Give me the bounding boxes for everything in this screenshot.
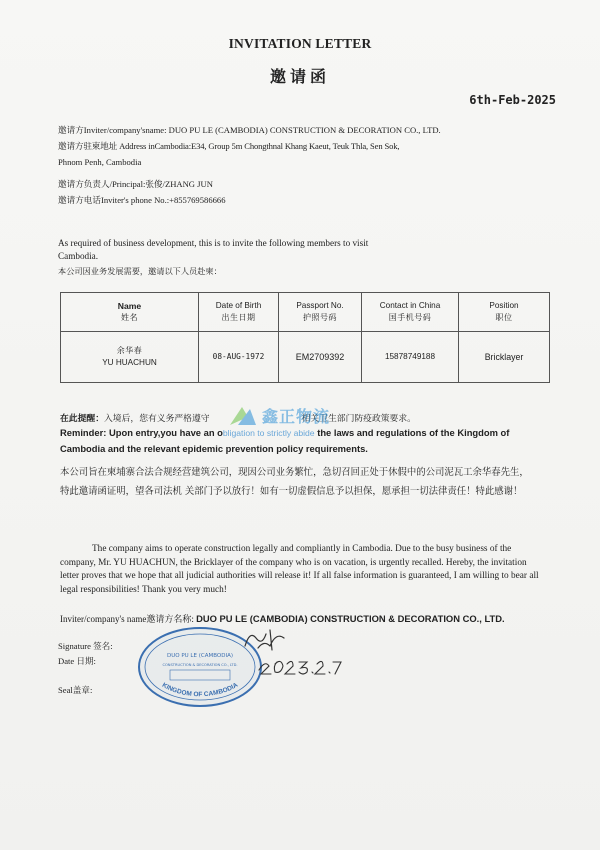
chinese-paragraph: 本公司旨在柬埔寨合法合规经营建筑公司，现因公司业务繁忙，急切召回正处于休假中的公司泥瓦工余华春先生，特此邀请函证明，望各司法机 关部门予以放行！如有一切虚假信息予以担保，愿承担一切法律责任！特此感谢！	[60, 467, 529, 497]
reminder-english-start: Reminder: Upon entry,you have an o	[60, 427, 223, 438]
header-name	[61, 293, 199, 332]
member-name-en: YU HUACHUN	[102, 358, 157, 367]
inviter-company-line	[60, 612, 505, 625]
document-title: INVITATION LETTER	[228, 36, 372, 51]
header-contact	[362, 293, 459, 332]
header-name-cn: 姓名	[121, 313, 138, 322]
watermark-text: 鑫正物流	[262, 407, 331, 426]
intro-english-line-2: Cambodia.	[58, 251, 99, 261]
inviter-address-line-1: 邀请方驻柬地址 Address inCambodia:E34, Group 5m Chongthnal Khang Kaeut, Teuk Thla, Sen Sok,	[58, 141, 400, 151]
header-dob	[199, 293, 279, 332]
header-passport-cn: 护照号码	[303, 313, 337, 322]
reminder-english-end: the laws and regulations of the Kingdom of Cambodia and the relevant epidemic prevention policy requirements.	[60, 427, 510, 454]
table-row	[61, 332, 550, 383]
reminder-english	[60, 425, 510, 456]
header-passport-en: Passport No.	[296, 301, 344, 310]
signature-label: Signature 签名:	[58, 641, 113, 651]
inviter-address-line-2: Phnom Penh, Cambodia	[58, 157, 142, 167]
document-title-chinese: 邀请函	[269, 67, 330, 86]
seal-label: Seal盖章:	[58, 685, 93, 695]
header-passport	[279, 293, 362, 332]
header-dob-en: Date of Birth	[215, 301, 262, 310]
inviter-name-line: 邀请方Inviter/company'sname: DUO PU LE (CAMBODIA) CONSTRUCTION & DECORATION CO., LTD.	[58, 125, 441, 135]
reminder-english-obscured: bligation to strictly abide	[222, 428, 315, 438]
header-dob-cn: 出生日期	[221, 313, 256, 322]
reminder-chinese-prefix: 在此提醒：	[60, 414, 104, 424]
intro-english-line-1: As required of business development, this is to invite the following members to visit	[58, 238, 369, 248]
reminder-chinese-start: 入境后，您有义务严格遵守	[104, 414, 210, 424]
seal-line-2: CONSTRUCTION & DECORATION CO., LTD.	[162, 663, 238, 667]
inviter-principal-line: 邀请方负责人/Principal:张俊/ZHANG JUN	[58, 179, 213, 189]
header-position-en: Position	[489, 301, 519, 310]
cell-name	[61, 332, 199, 383]
cell-passport: EM2709392	[279, 332, 362, 383]
header-contact-en: Contact in China	[379, 301, 441, 310]
cell-position: Bricklayer	[459, 332, 550, 383]
reminder-chinese-end: 相关卫生部门防疫政策要求。	[301, 414, 416, 424]
header-position-cn: 职位	[495, 313, 513, 322]
cell-dob: 08-AUG-1972	[199, 332, 279, 383]
intro-chinese-line: 本公司因业务发展需要，邀请以下人员赴柬：	[58, 266, 222, 276]
header-position	[459, 293, 550, 332]
company-name: DUO PU LE (CAMBODIA) CONSTRUCTION & DECORATION CO., LTD.	[196, 613, 505, 624]
letter-date: 6th-Feb-2025	[469, 93, 556, 107]
member-name-cn: 余华春	[116, 346, 143, 355]
english-paragraph: The company aims to operate construction legally and compliantly in Cambodia. Due to the busy business of the company, Mr. YU HUACHUN, the Bricklayer of the company who is on vacation, is urgently recalled. Hereby, the invitation letter proves that we hope that all judicial authorities will release it! If all false information is guaranteed, I am willing to bear all legal responsibilities! Thank you very much!	[60, 544, 539, 595]
members-table	[60, 292, 550, 383]
date-label: Date 日期:	[58, 656, 96, 666]
handwritten-date	[255, 652, 345, 678]
handwritten-signature	[240, 626, 290, 654]
company-label: Inviter/company's name邀请方名称:	[60, 614, 194, 624]
header-contact-cn: 国手机号码	[388, 313, 432, 322]
cell-contact: 15878749188	[362, 332, 459, 383]
inviter-phone-line: 邀请方电话Inviter's phone No.:+855769586666	[58, 195, 226, 205]
watermark	[228, 404, 330, 427]
header-name-en: Name	[117, 301, 142, 311]
seal-line-1: DUO PU LE (CAMBODIA)	[167, 653, 233, 659]
seal-outer-text: KINGDOM OF CAMBODIA	[160, 681, 240, 699]
table-header-row	[61, 293, 550, 332]
watermark-logo-icon	[228, 405, 258, 427]
